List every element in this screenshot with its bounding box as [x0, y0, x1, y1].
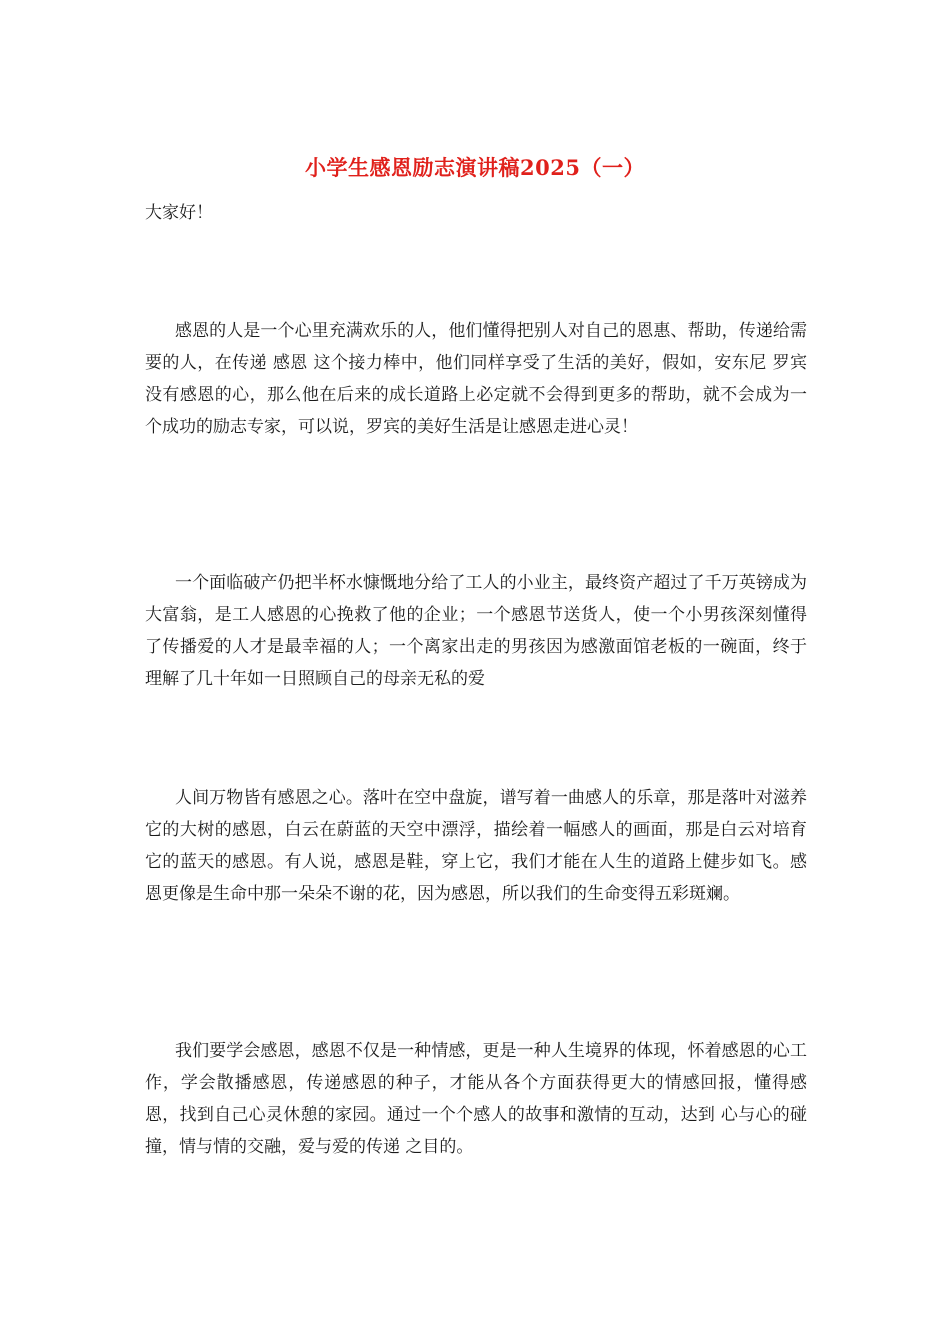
paragraph-4: 我们要学会感恩，感恩不仅是一种情感，更是一种人生境界的体现，怀着感恩的心工作，学会散播感恩，传递感恩的种子，才能从各个方面获得更大的情感回报，懂得感恩，找到自己心灵休憩的家园。通过一个个感人的故事和激情的互动，达到 心与心的碰撞，情与情的交融，爱与爱的传递 之目的。 — [145, 1041, 807, 1157]
document-title: 小学生感恩励志演讲稿2025（一） — [305, 155, 645, 180]
paragraph-1: 感恩的人是一个心里充满欢乐的人，他们懂得把别人对自己的恩惠、帮助，传递给需要的人，在传递 感恩 这个接力棒中，他们同样享受了生活的美好，假如，安东尼 罗宾没有感恩的心，那么他在后来的成长道路上必定就不会得到更多的帮助，就不会成为一个成功的励志专家，可以说，罗宾的美好生活是让感恩走进心灵！ — [145, 321, 807, 437]
greeting-text: 大家好！ — [145, 203, 213, 223]
paragraph-2: 一个面临破产仍把半杯水慷慨地分给了工人的小业主，最终资产超过了千万英镑成为大富翁，是工人感恩的心挽救了他的企业；一个感恩节送货人，使一个小男孩深刻懂得了传播爱的人才是最幸福的人；一个离家出走的男孩因为感激面馆老板的一碗面，终于理解了几十年如一日照顾自己的母亲无私的爱 — [145, 573, 807, 689]
paragraph-3: 人间万物皆有感恩之心。落叶在空中盘旋，谱写着一曲感人的乐章，那是落叶对滋养它的大树的感恩，白云在蔚蓝的天空中漂浮，描绘着一幅感人的画面，那是白云对培育它的蓝天的感恩。有人说，感恩是鞋，穿上它，我们才能在人生的道路上健步如飞。感恩更像是生命中那一朵朵不谢的花，因为感恩，所以我们的生命变得五彩斑斓。 — [145, 788, 807, 904]
